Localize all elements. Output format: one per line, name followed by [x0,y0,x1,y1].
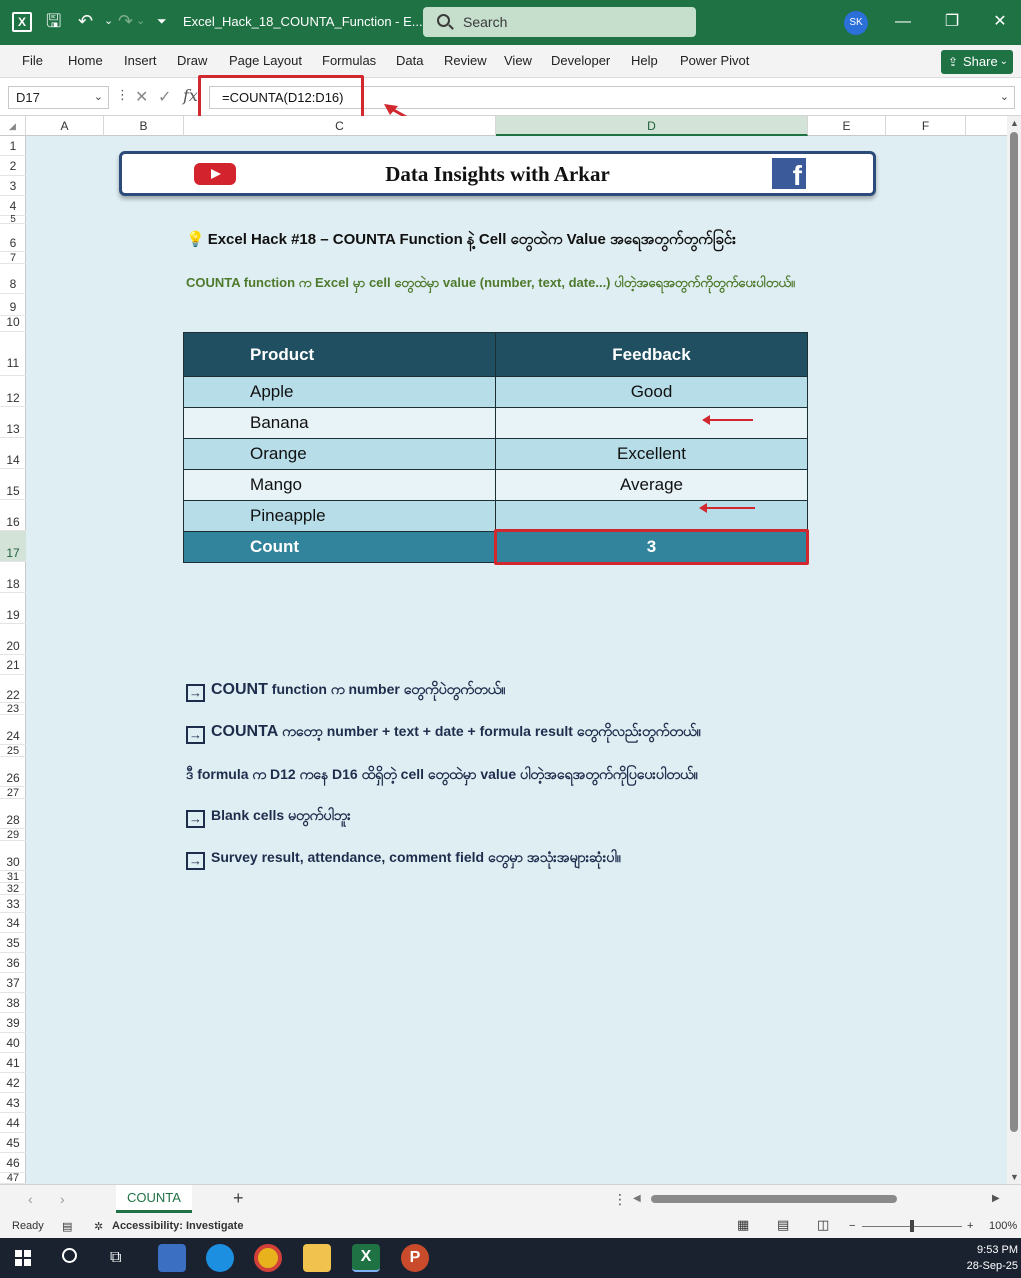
accessibility-status[interactable]: Accessibility: Investigate [112,1220,244,1232]
note-item [186,722,701,744]
table-row [184,501,808,532]
row-header[interactable]: 16 [0,500,26,531]
row-header[interactable]: 9 [0,294,26,316]
row-header[interactable]: 12 [0,376,26,407]
row-header[interactable]: 15 [0,469,26,500]
maximize-button[interactable]: ❐ [944,13,960,30]
row-header[interactable]: 46 [0,1153,26,1173]
note-lead: COUNTA [211,723,279,740]
undo-dropdown-icon[interactable]: ⌄ [104,15,114,27]
cancel-entry-icon[interactable]: ✕ [135,89,149,106]
windows-taskbar [0,1238,1021,1278]
ribbon-menu [0,45,1021,78]
row-header[interactable]: 39 [0,1013,26,1033]
feedback-cell[interactable]: Good [496,377,808,408]
row-header[interactable]: 45 [0,1133,26,1153]
banner-title: Data Insights with Arkar [385,162,610,186]
accessibility-icon[interactable]: ✲ [94,1221,104,1233]
worksheet-grid[interactable] [26,136,1007,1184]
task-view-icon[interactable]: ⧉ [110,1249,122,1266]
row-header[interactable]: 11 [0,332,26,376]
product-cell[interactable]: Apple [184,377,496,408]
search-icon [437,14,450,27]
undo-icon[interactable]: ↶ [78,11,94,31]
row-header[interactable]: 20 [0,624,26,655]
menu-draw[interactable]: Draw [177,53,208,68]
menu-review[interactable]: Review [444,53,487,68]
table-row [184,470,808,501]
zoom-level[interactable]: 100% [989,1220,1018,1232]
share-icon: ⇪ [948,55,959,69]
menu-file[interactable]: File [22,53,43,68]
edge-app-icon[interactable] [206,1244,234,1272]
note-text: ကတော့ number + text + date + formula result တွေကိုလည်းတွက်တယ်။ [278,723,701,739]
count-label-cell[interactable]: Count [184,532,496,563]
scroll-right-icon[interactable]: ▶ [992,1193,1000,1204]
table-row [184,439,808,470]
excel-app-icon[interactable]: X [352,1244,380,1272]
folder-app-icon[interactable] [303,1244,331,1272]
row-header[interactable]: 27 [0,787,26,799]
expand-formula-bar-icon[interactable]: ⌄ [999,91,1009,103]
row-header[interactable]: 1 [0,136,26,156]
normal-view-icon[interactable]: ▦ [737,1217,750,1232]
customize-toolbar-icon[interactable]: ⏷ [157,14,167,28]
chrome-app-icon[interactable] [254,1244,282,1272]
note-text: Blank cells မတွက်ပါဘူး [211,807,351,823]
header-feedback[interactable]: Feedback [496,333,808,377]
arrow-box-icon: → [186,684,205,702]
close-button[interactable]: ✕ [993,13,1007,30]
status-bar [0,1214,1021,1238]
row-header[interactable]: 35 [0,933,26,953]
row-headers [0,136,26,1184]
name-box-dropdown-icon[interactable]: ⌄ [93,91,103,103]
macro-record-icon[interactable]: ▤ [62,1221,73,1233]
title-bar [0,0,1021,45]
menu-developer[interactable]: Developer [551,53,611,68]
row-header[interactable]: 38 [0,993,26,1013]
header-product[interactable]: Product [184,333,496,377]
clock-time: 9:53 PM [977,1244,1018,1256]
file-explorer-app-icon[interactable] [158,1244,186,1272]
note-item [186,806,351,828]
row-header-selected[interactable]: 17 [0,531,26,562]
powerpoint-app-icon[interactable]: P [401,1244,429,1272]
zoom-slider-thumb[interactable] [910,1220,914,1232]
windows-start-icon[interactable] [15,1250,31,1266]
row-header[interactable]: 31 [0,871,26,883]
more-options-icon[interactable]: ⋮ [116,87,129,102]
column-header-b[interactable]: B [104,116,184,136]
row-header[interactable]: 42 [0,1073,26,1093]
vertical-scroll-thumb[interactable] [1010,132,1018,1132]
save-icon[interactable]: 🖫 [46,11,62,31]
share-label: Share [963,54,998,69]
row-header[interactable]: 2 [0,156,26,176]
horizontal-scroll-thumb[interactable] [651,1195,897,1203]
menu-insert[interactable]: Insert [124,53,157,68]
note-item [186,765,698,786]
scroll-down-icon[interactable]: ▼ [1010,1172,1019,1182]
formula-bar [0,78,1021,116]
row-header[interactable]: 8 [0,264,26,294]
select-all-corner[interactable]: ◢ [0,116,26,136]
facebook-logo-icon: f [772,158,806,189]
menu-view[interactable]: View [504,53,532,68]
table-row [184,377,808,408]
row-header[interactable]: 30 [0,841,26,871]
row-header[interactable]: 40 [0,1033,26,1053]
blank-cell-arrow [705,507,755,509]
scroll-up-icon[interactable]: ▲ [1010,118,1019,128]
row-header[interactable]: 24 [0,715,26,745]
row-header[interactable]: 29 [0,829,26,841]
row-header[interactable]: 21 [0,655,26,675]
row-header[interactable]: 18 [0,562,26,593]
row-header[interactable]: 4 [0,196,26,216]
feedback-cell[interactable] [496,501,808,532]
redo-dropdown-icon[interactable]: ⌄ [136,15,146,27]
column-header-f[interactable]: F [886,116,966,136]
note-text: function က number တွေကိုပဲတွက်တယ်။ [267,681,506,697]
tab-options-icon[interactable]: ⋮ [613,1191,627,1207]
row-header[interactable]: 37 [0,973,26,993]
row-header[interactable]: 36 [0,953,26,973]
blank-cell-arrow [708,419,753,421]
menu-home[interactable]: Home [68,53,103,68]
table-row [184,408,808,439]
prev-sheet-icon[interactable]: ‹ [28,1191,33,1207]
column-header-a[interactable]: A [26,116,104,136]
note-item [186,680,505,702]
column-header-d[interactable]: D [496,116,808,136]
share-button[interactable] [941,50,1013,74]
count-result-cell[interactable]: 3 [496,532,808,563]
row-header[interactable]: 26 [0,757,26,787]
arrow-box-icon: → [186,726,205,744]
row-header[interactable]: 10 [0,316,26,332]
row-header[interactable]: 43 [0,1093,26,1113]
formula-text: =COUNTA(D12:D16) [222,90,344,105]
add-sheet-icon[interactable]: + [233,1188,244,1208]
search-placeholder: Search [463,14,508,30]
row-header[interactable]: 7 [0,252,26,264]
page-break-view-icon[interactable]: ◫ [817,1217,830,1232]
row-header[interactable]: 25 [0,745,26,757]
page-layout-view-icon[interactable]: ▤ [777,1217,790,1232]
hack-subtitle: COUNTA function က Excel မှာ cell တွေထဲမှာ value (number, text, date...) ပါတဲ့အရေအတွက်ကိုတွက်ပေးပါတယ်။ [186,275,795,290]
sheet-tabs-bar [0,1184,1021,1214]
document-title: Excel_Hack_18_COUNTA_Function - E... [183,14,423,29]
product-cell[interactable]: Mango [184,470,496,501]
excel-logo-icon: X [12,12,32,32]
product-cell[interactable]: Orange [184,439,496,470]
vertical-scrollbar[interactable] [1007,116,1021,1184]
note-item [186,848,621,870]
product-cell[interactable]: Pineapple [184,501,496,532]
redo-icon[interactable]: ↷ [118,11,134,31]
column-header-e[interactable]: E [808,116,886,136]
row-header[interactable]: 13 [0,407,26,438]
row-header[interactable]: 44 [0,1113,26,1133]
clock-date: 28-Sep-25 [966,1260,1018,1272]
menu-page-layout[interactable]: Page Layout [229,53,303,68]
column-headers [0,116,1021,136]
system-clock[interactable] [950,1242,1018,1274]
search-box[interactable] [423,7,696,37]
row-header[interactable]: 28 [0,799,26,829]
note-text: Survey result, attendance, comment field တွေမှာ အသုံးအများဆုံးပါ။ [211,849,621,865]
minimize-button[interactable]: — [895,13,911,30]
row-header[interactable]: 41 [0,1053,26,1073]
row-header[interactable]: 5 [0,216,26,224]
user-avatar[interactable]: SK [844,11,868,35]
row-header[interactable]: 23 [0,703,26,715]
status-ready: Ready [12,1220,44,1232]
name-box-value: D17 [16,90,40,105]
arrow-box-icon: → [186,810,205,828]
scroll-left-icon[interactable]: ◀ [633,1193,641,1204]
note-text: ဒီ formula က D12 ကနေ D16 ထိရှိတဲ့ cell တွေထဲမှာ value ပါတဲ့အရေအတွက်ကိုပြပေးပါတယ်။ [186,766,698,782]
selected-cell-highlight [494,529,809,565]
menu-data[interactable]: Data [396,53,424,68]
zoom-in-icon[interactable]: + [967,1220,974,1232]
menu-help[interactable]: Help [631,53,658,68]
row-header[interactable]: 3 [0,176,26,196]
next-sheet-icon[interactable]: › [60,1191,65,1207]
menu-power-pivot[interactable]: Power Pivot [680,53,750,68]
product-cell[interactable]: Banana [184,408,496,439]
confirm-entry-icon[interactable]: ✓ [158,89,172,106]
row-header[interactable]: 34 [0,913,26,933]
name-box[interactable] [8,86,109,109]
feedback-cell[interactable] [496,408,808,439]
taskbar-search-icon[interactable] [62,1248,77,1263]
zoom-out-icon[interactable]: − [849,1220,856,1232]
row-header[interactable]: 19 [0,593,26,624]
row-header[interactable]: 6 [0,224,26,252]
row-header[interactable]: 33 [0,895,26,913]
row-header[interactable]: 47 [0,1173,26,1184]
menu-formulas[interactable]: Formulas [322,53,377,68]
row-header[interactable]: 14 [0,438,26,469]
banner [119,151,876,196]
row-header[interactable]: 22 [0,675,26,703]
sheet-tab-counta[interactable]: COUNTA [116,1185,192,1213]
feedback-cell[interactable]: Average [496,470,808,501]
row-header[interactable]: 32 [0,883,26,895]
hack-title [186,230,736,252]
insert-function-button[interactable]: fx [183,86,198,105]
share-dropdown-icon: ⌄ [999,56,1008,67]
formula-highlight-box [198,75,364,122]
note-lead: COUNT [211,681,268,698]
column-header-c[interactable]: C [184,116,496,136]
arrow-box-icon: → [186,852,205,870]
feedback-cell[interactable]: Excellent [496,439,808,470]
lightbulb-icon: 💡 [186,231,205,248]
hack-title-text: Excel Hack #18 – COUNTA Function နဲ့ Cell တွေထဲက Value အရေအတွက်တွက်ခြင်း [207,231,736,248]
